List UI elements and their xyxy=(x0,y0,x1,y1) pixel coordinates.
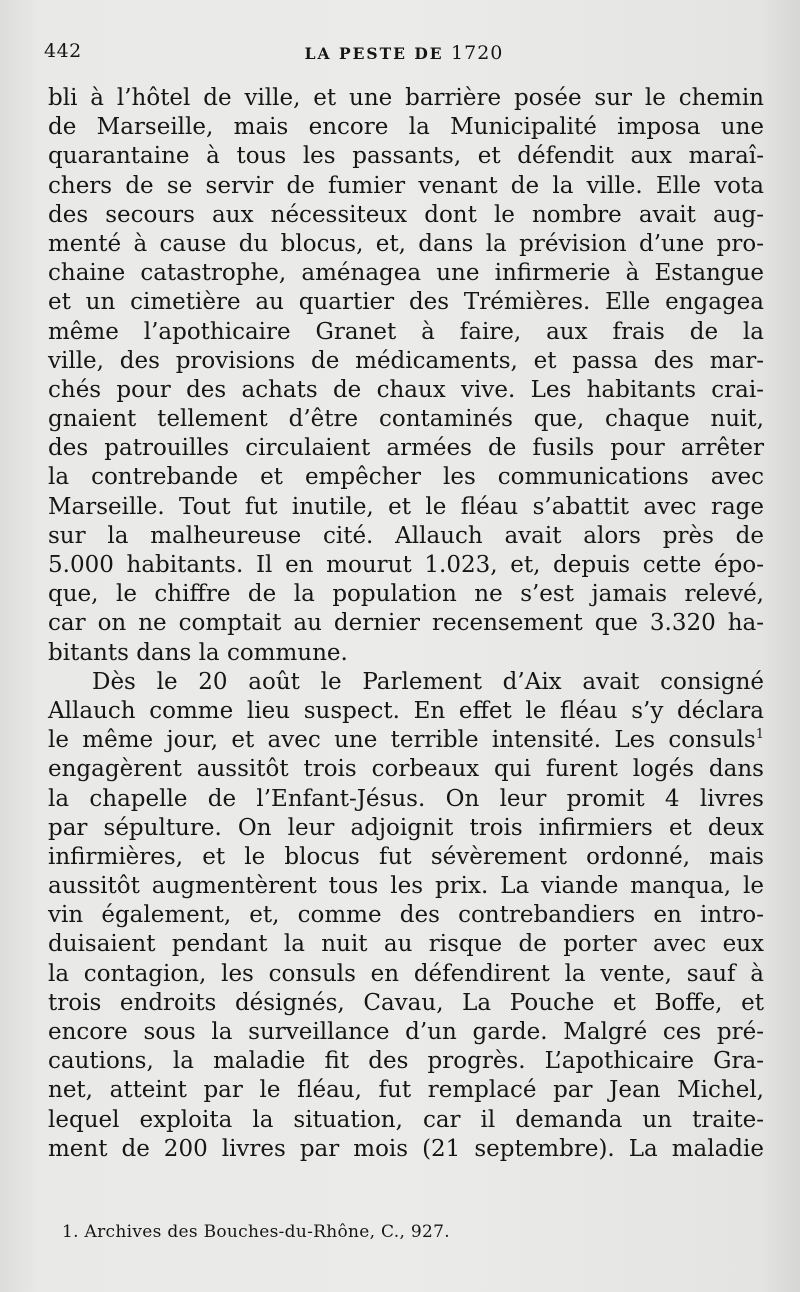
text-line: de Marseille, mais encore la Municipalité imposa une xyxy=(48,114,764,141)
text-line: des patrouilles circulaient armées de fusils pour arrêter xyxy=(48,435,764,462)
text-line: chés pour des achats de chaux vive. Les habitants crai- xyxy=(48,376,764,403)
footnote-marker: 1 xyxy=(755,727,764,743)
text-line: ment de 200 livres par mois (21 septembre). La maladie xyxy=(48,1135,764,1162)
text-line: trois endroits désignés, Cavau, La Pouche et Boffe, et xyxy=(48,989,764,1016)
text-line: même l’apothicaire Granet à faire, aux frais de la xyxy=(48,318,764,345)
page-header xyxy=(44,40,764,70)
text-line: la contagion, les consuls en défendirent la vente, sauf à xyxy=(48,960,764,987)
text-line: engagèrent aussitôt trois corbeaux qui furent logés dans xyxy=(48,756,764,783)
text-line: 5.000 habitants. Il en mourut 1.023, et, depuis cette épo- xyxy=(48,552,764,578)
text-line: que, le chiffre de la population ne s’est jamais relevé, xyxy=(48,581,764,608)
text-line: ville, des provisions de médicaments, et passa des mar- xyxy=(48,347,764,374)
text-line: sur la malheureuse cité. Allauch avait alors près de xyxy=(48,522,764,549)
page-number: 442 xyxy=(44,40,82,62)
text-line: vin également, et, comme des contrebandiers en intro- xyxy=(48,902,764,929)
text-line-with-footnote xyxy=(48,726,764,755)
text-line: chers de se servir de fumier venant de la ville. Elle vota xyxy=(48,172,764,199)
text-line: car on ne comptait au dernier recensement que 3.320 ha- xyxy=(48,610,764,637)
running-title-text: LA PESTE DE xyxy=(304,44,452,63)
text-line: duisaient pendant la nuit au risque de porter avec eux xyxy=(48,931,764,958)
text-line: aussitôt augmentèrent tous les prix. La viande manqua, le xyxy=(48,873,764,900)
footnote xyxy=(62,1222,762,1242)
text-line: gnaient tellement d’être contaminés que, chaque nuit, xyxy=(48,406,764,433)
text-line: bli à l’hôtel de ville, et une barrière posée sur le chemin xyxy=(48,85,764,111)
running-title xyxy=(44,42,764,64)
text-line-content: le même jour, et avec une terrible intensité. Les consuls xyxy=(48,727,756,754)
text-line: chaine catastrophe, aménagea une infirmerie à Estangue xyxy=(48,260,764,287)
text-line: et un cimetière au quartier des Trémières. Elle engagea xyxy=(48,289,764,316)
text-line: la chapelle de l’Enfant-Jésus. On leur promit 4 livres xyxy=(48,785,764,812)
text-line: quarantaine à tous les passants, et défendit aux maraî- xyxy=(48,143,764,170)
paragraph xyxy=(48,84,764,668)
text-line: Marseille. Tout fut inutile, et le fléau s’abattit avec rage xyxy=(48,493,764,520)
text-line: net, atteint par le fléau, fut remplacé par Jean Michel, xyxy=(48,1077,764,1104)
text-line: Allauch comme lieu suspect. En effet le fléau s’y déclara xyxy=(48,697,764,724)
text-line: cautions, la maladie fit des progrès. L’apothicaire Gra- xyxy=(48,1048,764,1075)
text-line: infirmières, et le blocus fut sévèrement ordonné, mais xyxy=(48,843,764,870)
text-line: des secours aux nécessiteux dont le nombre avait aug- xyxy=(48,201,764,228)
body-text xyxy=(48,84,764,1164)
text-line: lequel exploita la situation, car il demanda un traite- xyxy=(48,1106,764,1133)
text-line: encore sous la surveillance d’un garde. Malgré ces pré- xyxy=(48,1019,764,1045)
paragraph xyxy=(48,668,764,1164)
text-line: menté à cause du blocus, et, dans la prévision d’une pro- xyxy=(48,230,764,257)
text-line: bitants dans la commune. xyxy=(48,639,348,666)
footnote-text: 1. Archives des Bouches-du-Rhône, C., 927. xyxy=(62,1222,450,1242)
text-line: Dès le 20 août le Parlement d’Aix avait consigné xyxy=(92,668,764,695)
text-line: la contrebande et empêcher les communications avec xyxy=(48,464,764,491)
text-line: par sépulture. On leur adjoignit trois infirmiers et deux xyxy=(48,814,764,841)
running-title-year: 1720 xyxy=(451,42,504,64)
